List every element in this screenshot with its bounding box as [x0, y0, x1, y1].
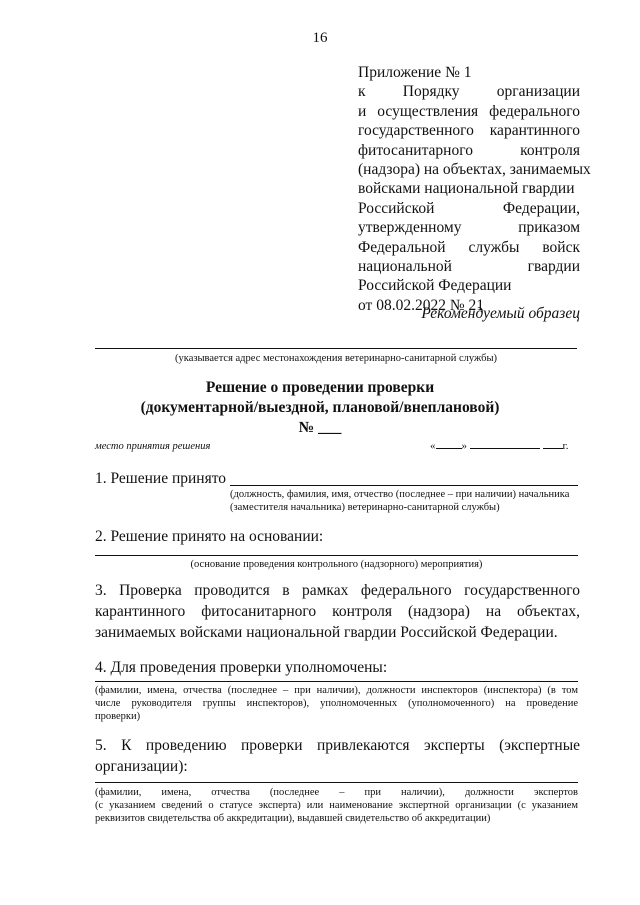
page-number: 16: [312, 30, 328, 46]
appendix-word: осуществления: [377, 102, 479, 120]
recommended-sample-label: Рекомендуемый образец: [421, 305, 580, 322]
section-2-caption: (основание проведения контрольного (надзорного) мероприятия): [190, 559, 483, 570]
title-line-2: (документарной/выездной, плановой/внеплановой): [140, 399, 500, 416]
address-rule: [95, 348, 577, 349]
appendix-line: [358, 276, 580, 295]
appendix-word: Федеральной: [358, 238, 446, 256]
appendix-word: контроля: [520, 141, 580, 159]
appendix-line: [358, 102, 580, 121]
title-line-1: Решение о проведении проверки: [205, 379, 435, 396]
appendix-word: Федерации,: [502, 199, 580, 217]
appendix-word: войск: [542, 238, 580, 256]
section-4-rule: [95, 681, 578, 682]
appendix-word: Приложение № 1: [358, 64, 472, 81]
appendix-line: [358, 160, 591, 179]
appendix-word: федерального: [489, 102, 580, 120]
section-2-rule: [95, 555, 578, 556]
appendix-line: [358, 179, 580, 198]
place-of-decision-label: место принятия решения: [95, 441, 211, 452]
section-1-rule: [230, 485, 578, 486]
appendix-line: [358, 199, 580, 218]
title-number: № ___: [298, 419, 342, 436]
appendix-line: [358, 82, 580, 101]
section-4-label: 4. Для проведения проверки уполномочены:: [95, 659, 388, 676]
section-1-caption: (должность, фамилия, имя, отчество (последнее – при наличии) начальника (заместителя начальника) ветеринарно-санитарной службы): [230, 489, 570, 513]
appendix-line: [358, 121, 580, 140]
appendix-word: утвержденному: [358, 219, 462, 237]
section-5-caption: (фамилии, имена, отчества (последнее – при наличии), должности экспертов (с указанием сведений о статусе эксперта) или наименование экспертной организации (с указанием реквизитов свидетельства об аккредитации), выдавшей свидетельство об аккредитации): [95, 787, 578, 824]
appendix-word: фитосанитарного: [358, 141, 473, 159]
date-field: « » г.: [430, 440, 569, 452]
appendix-word: организации: [496, 83, 580, 101]
appendix-word: приказом: [518, 219, 580, 237]
section-4-caption: (фамилии, имена, отчества (последнее – при наличии), должности инспекторов (инспектора) (в том числе руководителя группы инспекторов), уполномоченных (уполномоченного) на проведение проверки): [95, 685, 578, 722]
appendix-word: Российской Федерации: [358, 277, 512, 295]
appendix-word: государственного: [358, 122, 474, 140]
appendix-word: карантинного: [489, 122, 580, 140]
appendix-word: (надзора) на объектах, занимаемых: [358, 161, 591, 179]
section-5-text: 5. К проведению проверки привлекаются эксперты (экспертные организации):: [95, 737, 580, 775]
appendix-word: войсками национальной гвардии: [358, 180, 575, 198]
appendix-word: к: [358, 83, 366, 101]
appendix-word: национальной: [358, 258, 452, 276]
address-caption: (указывается адрес местонахождения ветеринарно-санитарной службы): [175, 353, 497, 364]
section-1-label: 1. Решение принято: [95, 470, 227, 487]
appendix-word: гвардии: [527, 258, 580, 276]
appendix-word: службы: [468, 238, 520, 256]
appendix-line: [358, 63, 580, 82]
appendix-line: [358, 238, 580, 257]
appendix-word: Порядку: [402, 83, 460, 101]
appendix-word: от 08.02.2022 № 21: [358, 296, 484, 314]
section-2-label: 2. Решение принято на основании:: [95, 528, 324, 545]
section-3-text: 3. Проверка проводится в рамках федерального государственного карантинного фитосанитарного контроля (надзора) на объектах, занимаемых войсками национальной гвардии Российской Федерации.: [95, 582, 580, 641]
section-5-rule: [95, 782, 578, 783]
appendix-line: [358, 141, 580, 160]
appendix-line: [358, 257, 580, 276]
appendix-word: и: [358, 102, 367, 120]
document-title: [60, 378, 580, 438]
appendix-block: [358, 63, 591, 315]
appendix-word: Российской: [358, 199, 435, 217]
appendix-line: [358, 218, 580, 237]
